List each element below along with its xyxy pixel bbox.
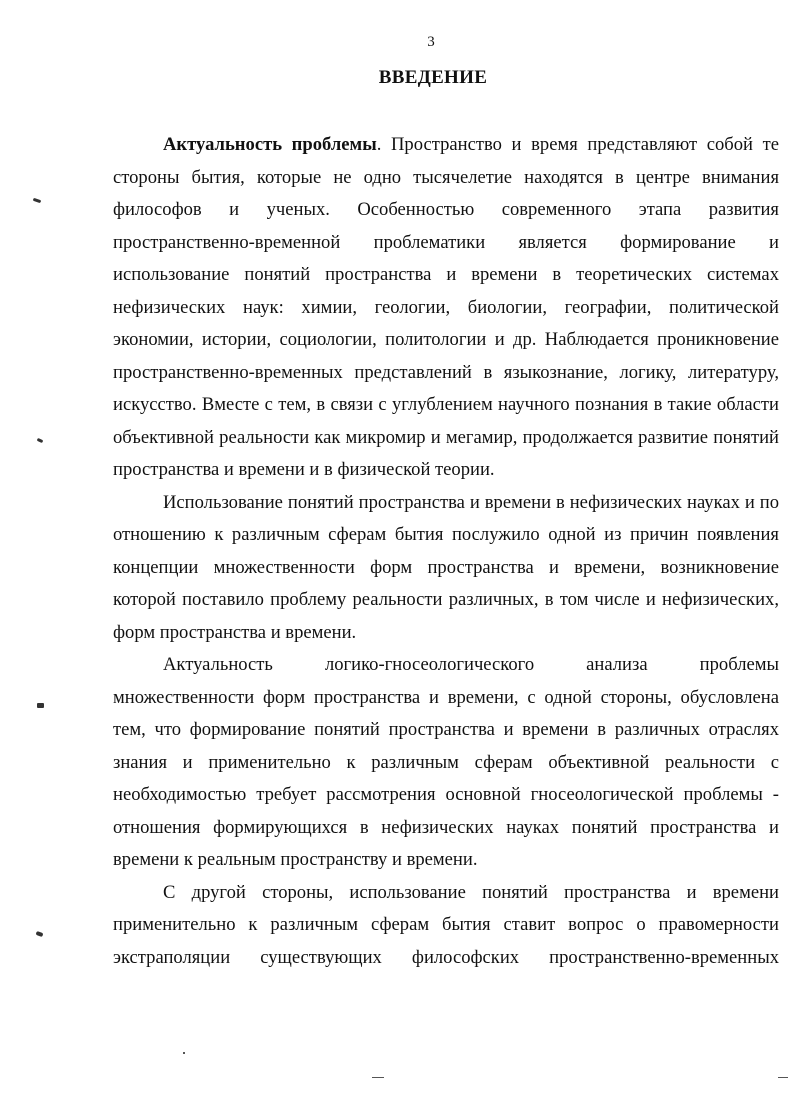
scan-margin-mark (36, 931, 44, 937)
section-heading: ВВЕДЕНИЕ (378, 67, 488, 88)
paragraph-text: Актуальность логико-гносеологического анализа проблемы множественности форм пространства и времени, с одной стороны, обусловлена тем, что формирование понятий пространства и времени в различных отраслях знания и применительно к различным сферам объективной реальности с необходимостью требует рассмотрения основной гносеологической проблемы - отношения формирующихся в нефизических науках понятий пространства и времени к реальным пространству и времени. (113, 654, 779, 870)
paragraph-other-side (113, 877, 779, 975)
body-text (113, 129, 779, 974)
scan-margin-mark (37, 703, 44, 708)
paragraph-lead: Актуальность проблемы (163, 134, 377, 155)
page-number: 3 (427, 34, 435, 50)
paragraph-usage (113, 487, 779, 650)
scan-speck (372, 1077, 384, 1078)
paragraph-text: Использование понятий пространства и времени в нефизических науках и по отношению к различным сферам бытия послужило одной из причин появления концепции множественности форм пространства и времени, возникновение которой поставило проблему реальности различных, в том числе и нефизических, форм пространства и времени. (113, 491, 779, 643)
scan-margin-mark (33, 198, 42, 203)
paragraph-analysis (113, 649, 779, 877)
scan-speck (778, 1077, 788, 1078)
paragraph-relevance (113, 129, 779, 487)
scan-margin-mark (37, 438, 44, 443)
paragraph-text: С другой стороны, использование понятий пространства и времени применительно к различным сферам бытия ставит вопрос о правомерности экстраполяции существующих философских пространственно-временных (113, 881, 779, 968)
scan-speck (183, 1052, 185, 1054)
paragraph-text: . Пространство и время представляют собой те стороны бытия, которые не одно тысячелетие находятся в центре внимания философов и ученых. Особенностью современного этапа развития пространственно-временной проблематики является формирование и использование понятий пространства и времени в теоретических системах нефизических наук: химии, геологии, биологии, географии, политической экономии, истории, социологии, политологии и др. Наблюдается проникновение пространственно-временных представлений в языкознание, логику, литературу, искусство. Вместе с тем, в связи с углублением научного познания в такие области объективной реальности как микромир и мегамир, продолжается развитие понятий пространства и времени и в физической теории. (113, 134, 779, 480)
